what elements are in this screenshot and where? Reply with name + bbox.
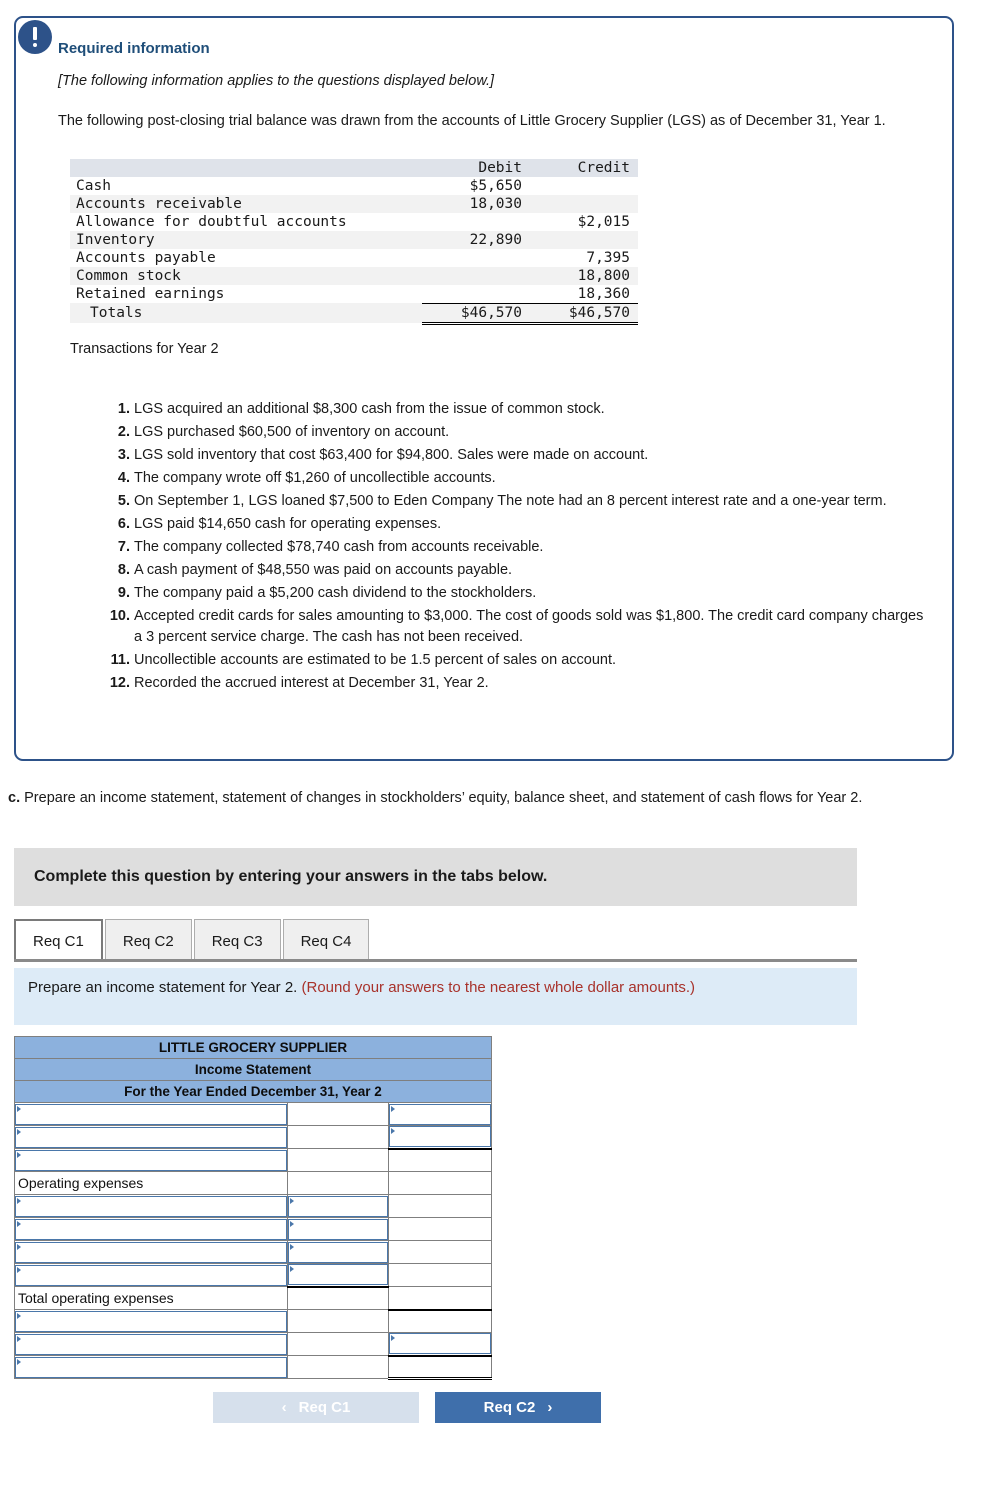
- is-col2-cell[interactable]: [288, 1287, 389, 1310]
- intro-paragraph: The following post-closing trial balance was drawn from the accounts of Little Grocery Supplier (LGS) as of December 31, Year 1.: [58, 113, 886, 129]
- is-col2-cell[interactable]: [288, 1333, 389, 1356]
- is-label-cell[interactable]: [15, 1149, 288, 1172]
- is-label-cell[interactable]: [15, 1264, 288, 1287]
- is-col3-cell[interactable]: [389, 1333, 492, 1356]
- is-label-cell[interactable]: [15, 1103, 288, 1126]
- trial-balance-wrapper: [70, 159, 926, 325]
- applies-note: [The following information applies to the questions displayed below.]: [58, 73, 495, 89]
- debit-value: $5,650: [469, 177, 522, 194]
- tab-req-c3[interactable]: Req C3: [194, 919, 281, 962]
- amount-input[interactable]: [389, 1104, 491, 1125]
- account-select-input[interactable]: [15, 1150, 287, 1171]
- table-row: [70, 267, 638, 285]
- is-period: For the Year Ended December 31, Year 2: [15, 1081, 492, 1103]
- is-label-cell[interactable]: [15, 1195, 288, 1218]
- account-select-input[interactable]: [15, 1242, 287, 1263]
- is-col3-cell[interactable]: [389, 1218, 492, 1241]
- total-operating-expenses-label: Total operating expenses: [18, 1289, 174, 1306]
- credit-value: [530, 231, 638, 249]
- table-row: [70, 285, 638, 304]
- th-account: [70, 159, 422, 177]
- is-col3-cell[interactable]: [389, 1103, 492, 1126]
- is-label-cell[interactable]: [15, 1218, 288, 1241]
- table-row: [15, 1241, 492, 1264]
- page-title: Required information: [58, 40, 210, 57]
- list-item: LGS sold inventory that cost $63,400 for $94,800. Sales were made on account.: [134, 446, 649, 463]
- totals-credit: $46,570: [530, 303, 638, 323]
- list-item: A cash payment of $48,550 was paid on accounts payable.: [134, 561, 513, 578]
- table-row: [15, 1172, 492, 1195]
- prev-button-label: Req C1: [298, 1399, 351, 1416]
- chevron-right-icon: ›: [547, 1399, 553, 1416]
- list-item: Recorded the accrued interest at December 31, Year 2.: [134, 674, 489, 691]
- requirement-navigation: [213, 1392, 601, 1423]
- prev-requirement-button[interactable]: [213, 1392, 419, 1423]
- is-statement-name: Income Statement: [15, 1059, 492, 1081]
- is-col3-cell[interactable]: [389, 1310, 492, 1333]
- table-row: [70, 195, 638, 213]
- tab-req-c2[interactable]: Req C2: [105, 919, 192, 962]
- transactions-list: [58, 399, 926, 694]
- requirement-tabs: [14, 917, 371, 962]
- account-select-input[interactable]: [15, 1334, 287, 1355]
- list-item: On September 1, LGS loaned $7,500 to Eden Company The note had an 8 percent interest rate and a one-year term.: [134, 492, 887, 509]
- account-select-input[interactable]: [15, 1357, 287, 1378]
- next-button-label: Req C2: [483, 1399, 536, 1416]
- table-row: [70, 231, 638, 249]
- question-prompt: [8, 788, 968, 810]
- amount-input[interactable]: [288, 1219, 388, 1240]
- table-row: [15, 1126, 492, 1149]
- is-col3-cell[interactable]: [389, 1287, 492, 1310]
- income-statement-table: [14, 1036, 492, 1380]
- is-label-cell[interactable]: [15, 1241, 288, 1264]
- credit-value: 18,360: [577, 285, 630, 302]
- account-label: Cash: [76, 177, 111, 194]
- is-col2-cell[interactable]: [288, 1356, 389, 1379]
- is-label-cell[interactable]: [15, 1310, 288, 1333]
- account-label: Retained earnings: [76, 286, 225, 302]
- th-credit: Credit: [530, 159, 638, 177]
- list-item: Uncollectible accounts are estimated to be 1.5 percent of sales on account.: [134, 651, 617, 668]
- account-select-input[interactable]: [15, 1127, 287, 1148]
- credit-value: $2,015: [577, 213, 630, 230]
- is-col2-cell[interactable]: [288, 1310, 389, 1333]
- tabs-underline: [14, 959, 857, 962]
- account-select-input[interactable]: [15, 1104, 287, 1125]
- totals-debit: $46,570: [422, 303, 530, 323]
- is-col2-cell[interactable]: [288, 1172, 389, 1195]
- is-col2-cell[interactable]: [288, 1241, 389, 1264]
- is-label-cell[interactable]: [15, 1356, 288, 1379]
- table-row: [15, 1310, 492, 1333]
- tab-req-c4[interactable]: Req C4: [283, 919, 370, 962]
- account-label: Accounts receivable: [76, 195, 242, 212]
- account-label: Allowance for doubtful accounts: [76, 213, 347, 230]
- requirement-instruction: [14, 968, 857, 1025]
- table-row: [15, 1264, 492, 1287]
- table-row: [15, 1333, 492, 1356]
- question-text: Prepare an income statement, statement of changes in stockholders’ equity, balance sheet, and statement of cash flows for Year 2.: [24, 790, 863, 806]
- trial-balance-header-row: [70, 159, 638, 177]
- amount-input[interactable]: [288, 1196, 388, 1217]
- is-label-cell: [15, 1172, 288, 1195]
- is-header-row-statement: [15, 1059, 492, 1081]
- is-header-row-company: [15, 1037, 492, 1059]
- account-label: Common stock: [76, 267, 181, 284]
- credit-value: [530, 177, 638, 195]
- list-item: LGS acquired an additional $8,300 cash from the issue of common stock.: [134, 400, 605, 417]
- complete-question-banner: Complete this question by entering your answers in the tabs below.: [14, 848, 857, 906]
- credit-value: 7,395: [586, 249, 630, 266]
- operating-expenses-label: Operating expenses: [18, 1174, 144, 1191]
- required-information-body: [16, 18, 952, 706]
- is-label-cell[interactable]: [15, 1333, 288, 1356]
- instruction-rounding-note: (Round your answers to the nearest whole dollar amounts.): [301, 979, 696, 996]
- table-row: [15, 1103, 492, 1126]
- is-col2-cell[interactable]: [288, 1195, 389, 1218]
- is-label-cell: [15, 1287, 288, 1310]
- is-header-row-period: [15, 1081, 492, 1103]
- debit-value: [422, 249, 530, 267]
- debit-value: [422, 285, 530, 304]
- list-item: Accepted credit cards for sales amounting to $3,000. The cost of goods sold was $1,800. The credit card company charges a 3 percent service charge. The cash has not been received.: [134, 607, 924, 645]
- table-row: [15, 1287, 492, 1310]
- instruction-main: Prepare an income statement for Year 2.: [28, 979, 302, 996]
- credit-value: [530, 195, 638, 213]
- account-select-input[interactable]: [15, 1311, 287, 1332]
- next-requirement-button[interactable]: [435, 1392, 601, 1423]
- table-row-totals: [70, 303, 638, 323]
- account-select-input[interactable]: [15, 1196, 287, 1217]
- trial-balance-body: [70, 177, 638, 324]
- is-col3-cell[interactable]: [389, 1126, 492, 1149]
- debit-value: [422, 213, 530, 231]
- is-col2-cell[interactable]: [288, 1126, 389, 1149]
- required-information-panel: [14, 16, 954, 761]
- is-company-name: LITTLE GROCERY SUPPLIER: [15, 1037, 492, 1059]
- amount-input[interactable]: [288, 1242, 388, 1263]
- is-col3-cell[interactable]: [389, 1264, 492, 1287]
- table-row: [15, 1195, 492, 1218]
- list-item: The company collected $78,740 cash from accounts receivable.: [134, 538, 544, 555]
- trial-balance-table: [70, 159, 638, 325]
- exclamation-icon: [18, 20, 52, 54]
- list-item: LGS paid $14,650 cash for operating expenses.: [134, 515, 442, 532]
- list-item: The company wrote off $1,260 of uncollectible accounts.: [134, 469, 496, 486]
- debit-value: 22,890: [469, 231, 522, 248]
- debit-value: [422, 267, 530, 285]
- table-row: [15, 1149, 492, 1172]
- amount-input[interactable]: [288, 1264, 388, 1285]
- list-item: LGS purchased $60,500 of inventory on account.: [134, 423, 450, 440]
- is-col2-cell[interactable]: [288, 1149, 389, 1172]
- table-row: [15, 1218, 492, 1241]
- is-col2-cell[interactable]: [288, 1264, 389, 1287]
- th-debit: Debit: [422, 159, 530, 177]
- chevron-left-icon: ‹: [281, 1399, 287, 1416]
- is-col3-cell[interactable]: [389, 1195, 492, 1218]
- account-label: Inventory: [76, 231, 155, 248]
- is-label-cell[interactable]: [15, 1126, 288, 1149]
- table-row: [15, 1356, 492, 1379]
- amount-input[interactable]: [389, 1333, 491, 1354]
- is-col3-cell[interactable]: [389, 1241, 492, 1264]
- table-row: [70, 249, 638, 267]
- totals-label: Totals: [90, 305, 143, 322]
- trial-balance-head: [70, 159, 638, 177]
- tab-req-c1[interactable]: Req C1: [14, 919, 103, 962]
- is-col3-cell[interactable]: [389, 1356, 492, 1379]
- debit-value: 18,030: [469, 195, 522, 212]
- question-letter: c.: [8, 790, 21, 806]
- table-row: [70, 213, 638, 231]
- credit-value: 18,800: [577, 267, 630, 284]
- is-col3-cell[interactable]: [389, 1172, 492, 1195]
- account-select-input[interactable]: [15, 1265, 287, 1286]
- transactions-heading: Transactions for Year 2: [70, 340, 219, 357]
- amount-input[interactable]: [389, 1126, 491, 1147]
- account-label: Accounts payable: [76, 249, 216, 266]
- table-row: [70, 177, 638, 195]
- list-item: The company paid a $5,200 cash dividend to the stockholders.: [134, 584, 537, 601]
- is-col2-cell[interactable]: [288, 1218, 389, 1241]
- is-col3-cell[interactable]: [389, 1149, 492, 1172]
- account-select-input[interactable]: [15, 1219, 287, 1240]
- is-col2-cell[interactable]: [288, 1103, 389, 1126]
